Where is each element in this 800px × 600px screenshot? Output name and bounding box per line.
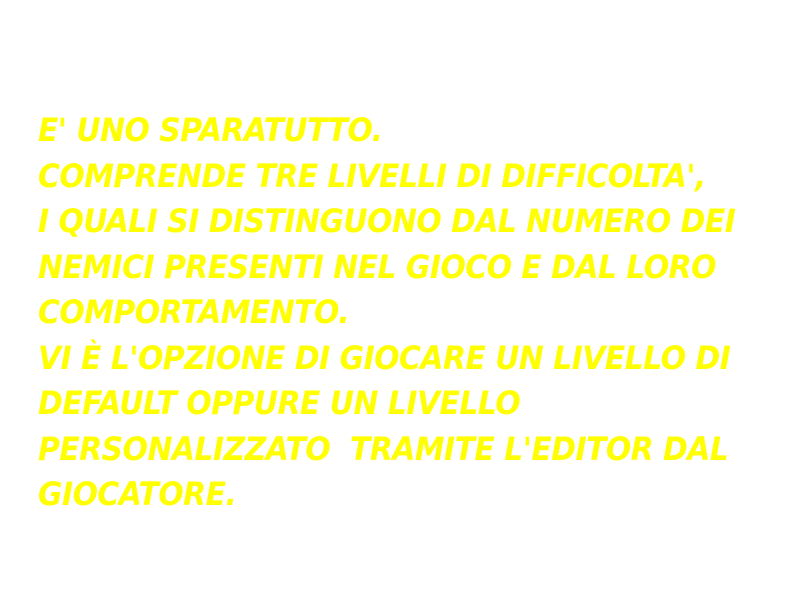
game-description bbox=[38, 108, 788, 518]
description-line-8: PERSONALIZZATO TRAMITE L'EDITOR DAL bbox=[38, 429, 729, 468]
description-line-9: GIOCATORE. bbox=[38, 475, 237, 513]
description-line-4: NEMICI PRESENTI NEL GIOCO E DAL LORO bbox=[38, 247, 716, 286]
description-line-1: E' UNO SPARATUTTO. bbox=[38, 111, 383, 149]
description-line-5: COMPORTAMENTO. bbox=[38, 293, 350, 331]
description-line-3: I QUALI SI DISTINGUONO DAL NUMERO DEI bbox=[38, 202, 736, 240]
description-line-6: VI È L'OPZIONE DI GIOCARE UN LIVELLO DI bbox=[38, 338, 731, 377]
description-line-2: COMPRENDE TRE LIVELLI DI DIFFICOLTA', bbox=[38, 156, 706, 195]
description-line-7: DEFAULT OPPURE UN LIVELLO bbox=[38, 384, 521, 422]
